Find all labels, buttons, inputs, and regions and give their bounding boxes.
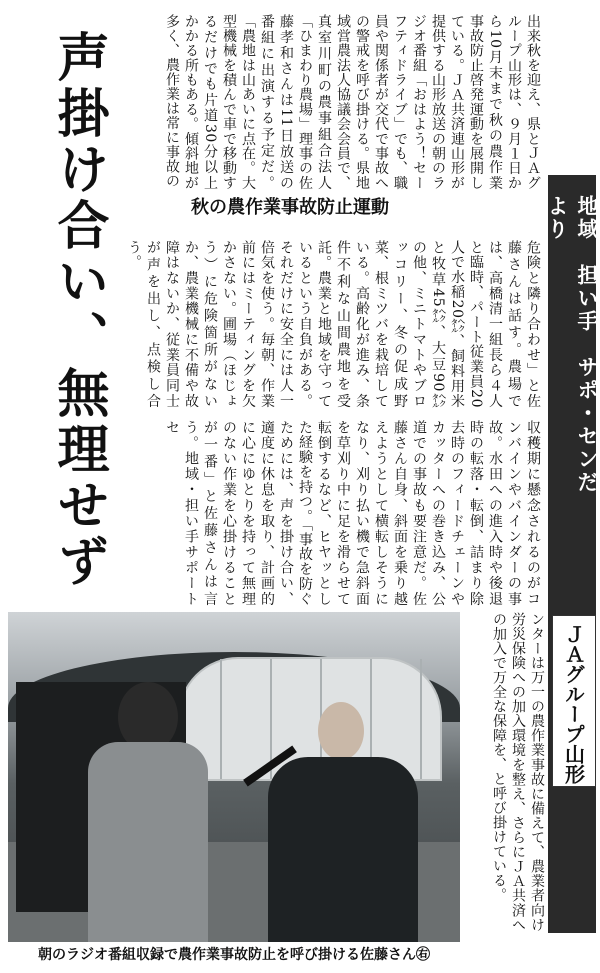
photo-interviewer	[88, 682, 208, 942]
organization-name: ＪＡグループ山形	[561, 624, 586, 784]
body-paragraph-4: ンターは万一の農作業事故に備えて、農業者向け労災保険への加入環境を整え、さらにＪＡ共済への加入で万全な保障を、と呼び掛けている。	[491, 612, 545, 932]
organization-label	[552, 615, 596, 787]
body-paragraph-1: 出来秋を迎え、県とＪＡグループ山形は、９月１日から10月末まで秋の農作業事故防止啓発運動を展開している。ＪＡ共済連山形が提供する山形放送の朝のラジオ番組「おはよう！セーフティドライブ」でも、職員や関係者が交代で事故への警戒を呼び掛ける。県地域営農法人協議会会員で、真室川町の農事組合法人「ひまわり農場」理事の佐藤孝和さんは11日放送の番組に出演する予定だ。「農地は山あいに点在。大型機械を積んで車で移動するだけでも片道30分以上かかる所もある。傾斜地が多く、農作業は常に事故の	[164, 14, 541, 190]
photo-caption: 朝のラジオ番組収録で農作業事故防止を呼び掛ける佐藤さん㊨	[38, 947, 430, 963]
body-paragraph-2: 危険と隣り合わせ」と佐藤さんは話す。農場では、高橋清一組長ら４人と臨時、パート従業員20人で水稲20㌶、飼料用米と牧草45㌶、大豆90㌶の他、ミニトマトやブロッコリー、冬の促成野菜、根ミツバを栽培している。高齢化が進み、条件不利な山間農地を受託。農業と地域を守っているという自負がある。それだけに安全には人一倍気を使う。毎朝、作業前にはミーティングを欠かさない。圃場（ほじょう）に危険箇所がないか、農業機械に不備や故障はないか、従業員同士が声を出し、点検し合う。	[126, 240, 541, 408]
subheadline: 秋の農作業事故防止運動	[191, 197, 389, 218]
news-photo	[8, 612, 460, 942]
headline: 声掛け合い、無理せず	[48, 30, 108, 590]
section-banner	[545, 175, 599, 933]
photo-farmer	[268, 702, 418, 942]
body-paragraph-3: 収穫期に懸念されるのがコンバインやバインダーの事故。水田への進入時や後退時の転落・転倒、詰まり除去時のフィードチェーンやカッターへの巻き込み、公道での事故も要注意だ。佐藤さん自身、斜面を乗り越えようとして横転しそうになり、刈り払い機で急斜面を草刈り中に足を滑らせて転倒するなど、ヒヤッとした経験を持つ。「事故を防ぐためには、声を掛け合い、適度に休息を取り、計画的に心にゆとりを持って無理のない作業を心掛けることが一番」と佐藤さんは言う。地域・担い手サポートセ	[164, 420, 541, 606]
section-title: 地域 担い手 サポ・センだより	[545, 195, 599, 494]
